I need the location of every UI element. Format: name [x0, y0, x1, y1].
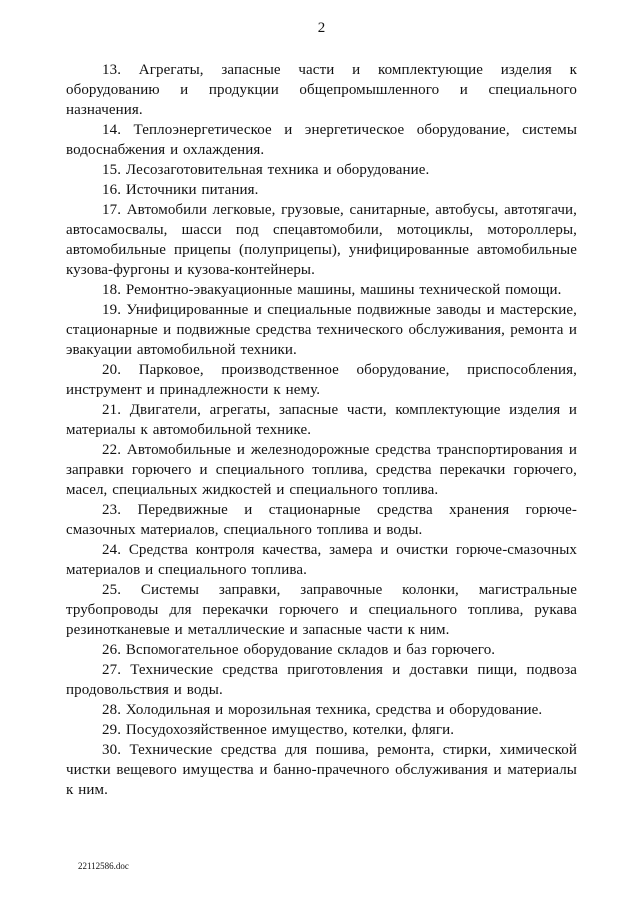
list-item-19: 19. Унифицированные и специальные подвижные заводы и мастерские, стационарные и подвижные средства технического обслуживания, ремонта и эвакуации автомобильной техники.: [66, 302, 577, 358]
list-item-18: 18. Ремонтно-эвакуационные машины, машины технической помощи.: [102, 282, 562, 298]
list-item-15: 15. Лесозаготовительная техника и оборудование.: [102, 162, 430, 178]
list-item-20: 20. Парковое, производственное оборудование, приспособления, инструмент и принадлежности к нему.: [66, 362, 577, 398]
list-item-23: 23. Передвижные и стационарные средства хранения горюче-смазочных материалов, специального топлива и воды.: [66, 502, 577, 538]
document-body: [66, 60, 577, 800]
list-item-22: 22. Автомобильные и железнодорожные средства транспортирования и заправки горючего и специального топлива, средства перекачки горючего, масел, специальных жидкостей и специального топлива.: [66, 442, 577, 498]
list-item-17: 17. Автомобили легковые, грузовые, санитарные, автобусы, автотягачи, автосамосвалы, шасси под спецавтомобили, мотоциклы, мотороллеры, автомобильные прицепы (полуприцепы), унифицированные автомобильные кузова-фургоны и кузова-контейнеры.: [66, 202, 577, 278]
list-item-25: 25. Системы заправки, заправочные колонки, магистральные трубопроводы для перекачки горючего и специального топлива, рукава резинотканевые и металлические и запасные части к ним.: [66, 582, 577, 638]
list-item-21: 21. Двигатели, агрегаты, запасные части, комплектующие изделия и материалы к автомобильной технике.: [66, 402, 577, 438]
list-item-16: 16. Источники питания.: [102, 182, 259, 198]
list-item-28: 28. Холодильная и морозильная техника, средства и оборудование.: [102, 702, 543, 718]
list-item-14: 14. Теплоэнергетическое и энергетическое оборудование, системы водоснабжения и охлаждения.: [66, 122, 577, 158]
page-number: 2: [317, 20, 326, 36]
list-item-13: 13. Агрегаты, запасные части и комплектующие изделия к оборудованию и продукции общепромышленного и специального назначения.: [66, 62, 577, 118]
list-item-27: 27. Технические средства приготовления и доставки пищи, подвоза продовольствия и воды.: [66, 662, 577, 698]
list-item-24: 24. Средства контроля качества, замера и очистки горюче-смазочных материалов и специального топлива.: [66, 542, 577, 578]
footer-filename: 22112586.doc: [78, 861, 129, 871]
list-item-30: 30. Технические средства для пошива, ремонта, стирки, химической чистки вещевого имущества и банно-прачечного обслуживания и материалы к ним.: [66, 742, 577, 798]
list-item-26: 26. Вспомогательное оборудование складов и баз горючего.: [102, 642, 496, 658]
list-item-29: 29. Посудохозяйственное имущество, котелки, фляги.: [102, 722, 455, 738]
